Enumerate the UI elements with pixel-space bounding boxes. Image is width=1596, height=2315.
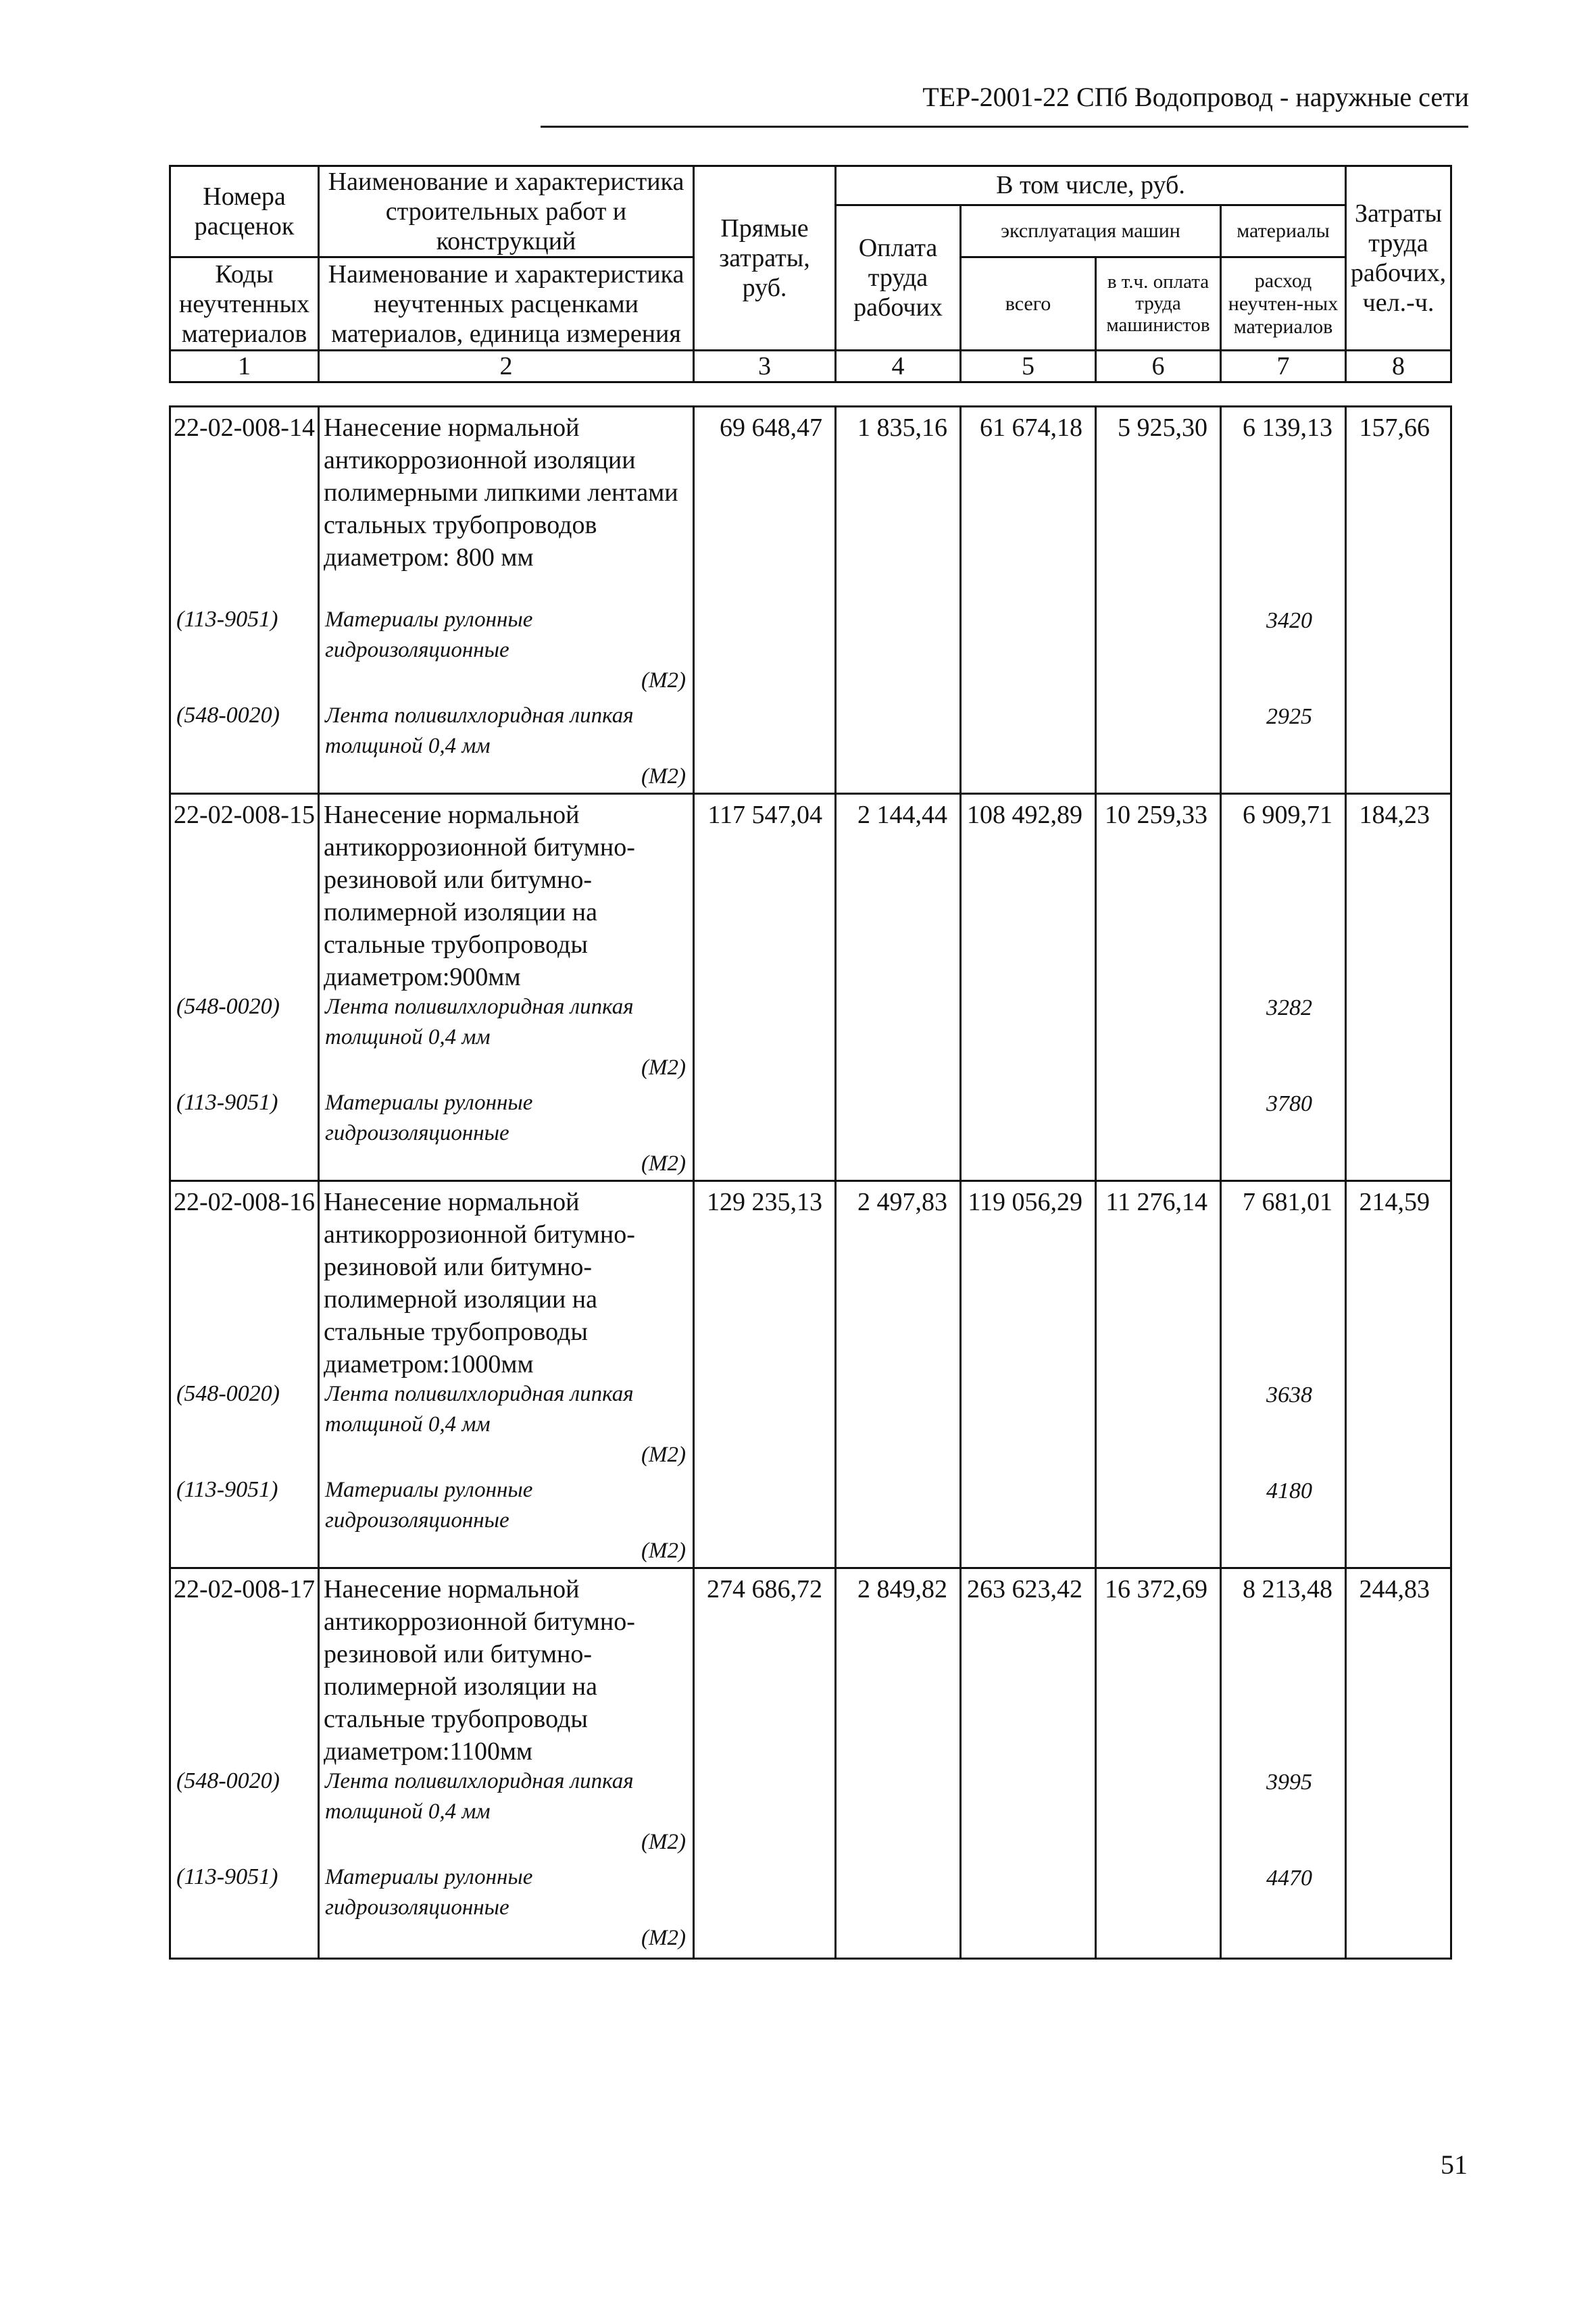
material-unit: (М2): [641, 1830, 686, 1854]
table-row: [170, 1568, 1451, 1959]
material-name: Лента поливилхлоридная липкая толщиной 0,4 мм: [325, 995, 634, 1049]
material-code: (548-0020): [176, 994, 280, 1019]
material-entry: [325, 605, 686, 696]
rate-code: 22-02-008-16: [174, 1188, 315, 1216]
header-direct-costs: Прямые затраты, руб.: [694, 166, 836, 351]
labor-hours: 184,23: [1359, 801, 1430, 829]
materials-cost: 6 909,71: [1243, 801, 1332, 829]
material-name: Материалы рулонные гидроизоляционные: [325, 607, 533, 662]
page-number: 51: [1441, 2149, 1468, 2180]
col-num-4: 4: [836, 351, 961, 382]
material-entry: [325, 992, 686, 1083]
work-description: Нанесение нормальной антикоррозионной битумно-резиновой или битумно-полимерной изоляции на стальные трубопроводы диаметром:900мм: [324, 801, 635, 991]
rates-table: [169, 405, 1452, 1960]
material-unit: (М2): [641, 1539, 686, 1563]
machines-total: 108 492,89: [967, 801, 1082, 829]
material-entry: [325, 1379, 686, 1470]
header-name-top: Наименование и характеристика строительных работ и конструкций: [319, 166, 694, 257]
materials-cost: 8 213,48: [1243, 1575, 1332, 1603]
work-description: Нанесение нормальной антикоррозионной битумно-резиновой или битумно-полимерной изоляции на стальные трубопроводы диаметром:1000мм: [324, 1188, 635, 1378]
material-unit: (М2): [641, 764, 686, 789]
material-quantity: 4180: [1266, 1478, 1312, 1503]
material-quantity: 4470: [1266, 1866, 1312, 1891]
material-code: (548-0020): [176, 703, 280, 728]
header-materials: материалы: [1221, 205, 1346, 257]
header-codes-bottom: Коды неучтенных материалов: [170, 257, 319, 351]
material-code: (113-9051): [176, 607, 278, 632]
material-quantity: 3995: [1266, 1770, 1312, 1795]
material-quantity: 2925: [1266, 704, 1312, 729]
direct-costs: 69 648,47: [720, 414, 822, 442]
table-row: [170, 407, 1451, 794]
labor-pay: 2 497,83: [857, 1188, 947, 1216]
material-code: (113-9051): [176, 1090, 278, 1115]
material-quantity: 3638: [1266, 1383, 1312, 1408]
direct-costs: 129 235,13: [707, 1188, 822, 1216]
labor-pay: 1 835,16: [857, 414, 947, 442]
machines-total: 263 623,42: [967, 1575, 1082, 1603]
labor-hours: 244,83: [1359, 1575, 1430, 1603]
material-unit: (М2): [641, 1055, 686, 1080]
work-description: Нанесение нормальной антикоррозионной битумно-резиновой или битумно-полимерной изоляции на стальные трубопроводы диаметром:1100мм: [324, 1575, 635, 1766]
material-entry: [325, 701, 686, 792]
material-entry: [325, 1766, 686, 1858]
work-description: Нанесение нормальной антикоррозионной изоляции полимерными липкими лентами стальных трубопроводов диаметром: 800 мм: [324, 414, 678, 572]
material-entry: [325, 1475, 686, 1566]
material-unit: (М2): [641, 1151, 686, 1176]
col-num-5: 5: [961, 351, 1096, 382]
header-rule: [541, 126, 1468, 128]
col-num-8: 8: [1346, 351, 1451, 382]
material-name: Лента поливилхлоридная липкая толщиной 0,4 мм: [325, 1769, 634, 1824]
materials-cost: 6 139,13: [1243, 414, 1332, 442]
labor-pay: 2 849,82: [857, 1575, 947, 1603]
table-row: [170, 794, 1451, 1181]
header-machines: эксплуатация машин: [961, 205, 1221, 257]
material-unit: (М2): [641, 668, 686, 693]
table-header: [169, 165, 1452, 383]
material-name: Материалы рулонные гидроизоляционные: [325, 1865, 533, 1920]
header-including: В том числе, руб.: [836, 166, 1346, 205]
labor-hours: 157,66: [1359, 414, 1430, 442]
header-unaccounted-materials: расход неучтен-ных материалов: [1221, 257, 1346, 351]
rate-code: 22-02-008-17: [174, 1575, 315, 1603]
material-quantity: 3780: [1266, 1091, 1312, 1116]
header-machines-total: всего: [961, 257, 1096, 351]
col-num-2: 2: [319, 351, 694, 382]
material-quantity: 3282: [1266, 995, 1312, 1020]
material-code: (548-0020): [176, 1381, 280, 1406]
running-header: ТЕР-2001-22 СПб Водопровод - наружные сети: [922, 82, 1469, 112]
direct-costs: 117 547,04: [707, 801, 822, 829]
operator-pay: 10 259,33: [1105, 801, 1207, 829]
header-codes-top: Номера расценок: [170, 166, 319, 257]
material-code: (548-0020): [176, 1768, 280, 1793]
header-operator-pay: в т.ч. оплата труда машинистов: [1096, 257, 1221, 351]
col-num-6: 6: [1096, 351, 1221, 382]
material-entry: [325, 1862, 686, 1953]
header-labor-pay: Оплата труда рабочих: [836, 205, 961, 351]
machines-total: 119 056,29: [968, 1188, 1082, 1216]
material-name: Лента поливилхлоридная липкая толщиной 0,4 мм: [325, 1382, 634, 1437]
operator-pay: 11 276,14: [1105, 1188, 1207, 1216]
header-labor-hours: Затраты труда рабочих, чел.-ч.: [1346, 166, 1451, 351]
labor-hours: 214,59: [1359, 1188, 1430, 1216]
materials-cost: 7 681,01: [1243, 1188, 1332, 1216]
machines-total: 61 674,18: [980, 414, 1082, 442]
operator-pay: 16 372,69: [1105, 1575, 1207, 1603]
material-name: Материалы рулонные гидроизоляционные: [325, 1478, 533, 1533]
col-num-1: 1: [170, 351, 319, 382]
rate-code: 22-02-008-14: [174, 414, 315, 442]
header-name-bottom: Наименование и характеристика неучтенных расценками материалов, единица измерения: [319, 257, 694, 351]
material-unit: (М2): [641, 1926, 686, 1950]
col-num-3: 3: [694, 351, 836, 382]
material-unit: (М2): [641, 1443, 686, 1467]
table-row: [170, 1181, 1451, 1568]
material-entry: [325, 1088, 686, 1179]
material-code: (113-9051): [176, 1864, 278, 1889]
rate-code: 22-02-008-15: [174, 801, 315, 829]
material-quantity: 3420: [1266, 608, 1312, 633]
operator-pay: 5 925,30: [1118, 414, 1207, 442]
material-name: Лента поливилхлоридная липкая толщиной 0,4 мм: [325, 703, 634, 758]
direct-costs: 274 686,72: [707, 1575, 822, 1603]
material-code: (113-9051): [176, 1477, 278, 1502]
col-num-7: 7: [1221, 351, 1346, 382]
labor-pay: 2 144,44: [857, 801, 947, 829]
material-name: Материалы рулонные гидроизоляционные: [325, 1091, 533, 1145]
